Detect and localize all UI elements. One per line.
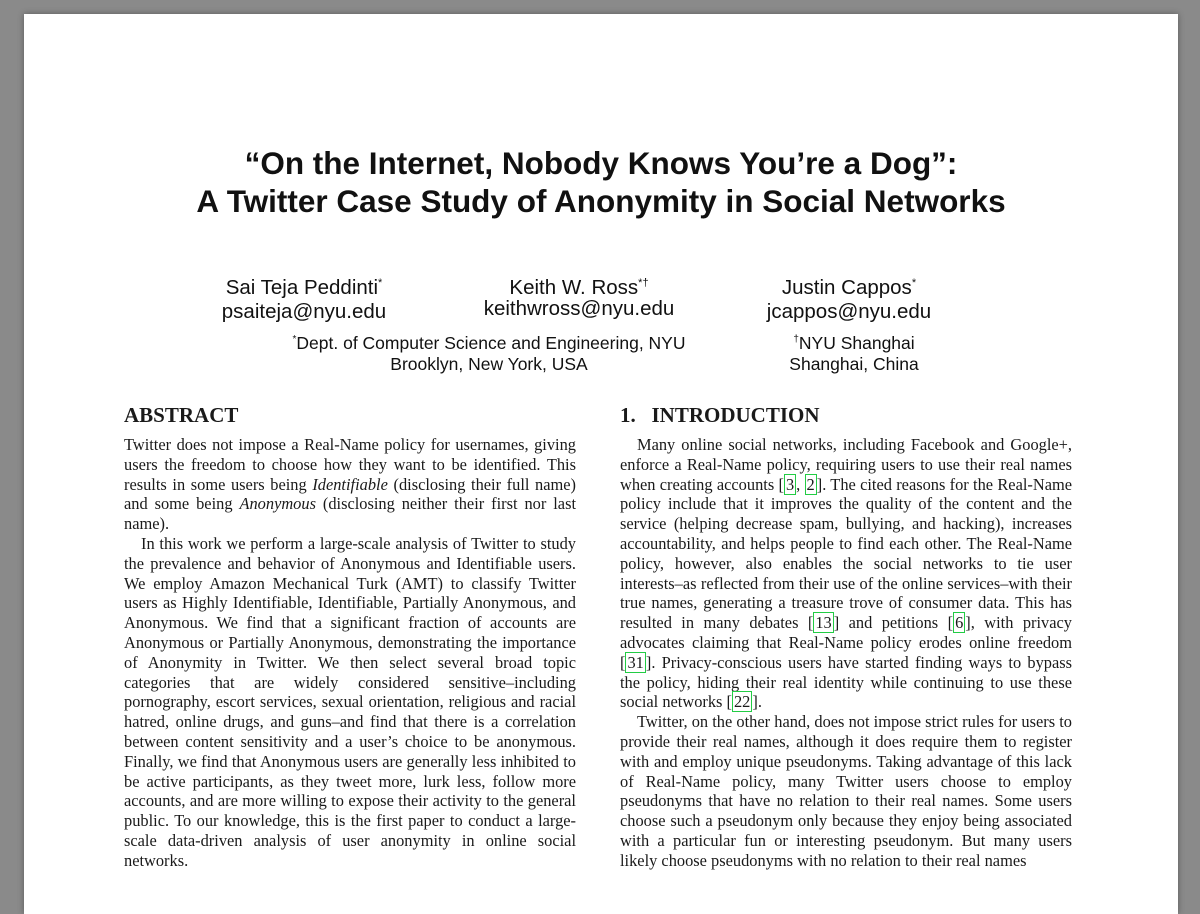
introduction-column — [620, 402, 1072, 871]
citation-link[interactable]: 6 — [955, 613, 964, 633]
author-block — [744, 271, 954, 324]
author-block — [199, 271, 409, 324]
citation-link[interactable]: 3 — [785, 474, 795, 494]
emphasis-identifiable: Identifiable — [312, 474, 388, 494]
affiliation-line: Brooklyn, New York, USA — [390, 354, 588, 374]
title-line-2: A Twitter Case Study of Anonymity in Social Networks — [196, 183, 1006, 219]
introduction-heading: 1. INTRODUCTION — [620, 403, 820, 427]
citation-link[interactable]: 22 — [733, 692, 751, 712]
abstract-column — [124, 402, 576, 871]
author-mark: *† — [638, 277, 649, 289]
author-email: jcappos@nyu.edu — [766, 300, 932, 323]
affiliation-mark: † — [793, 334, 799, 345]
citation-link[interactable]: 31 — [627, 652, 644, 672]
author-name: Keith W. Ross — [509, 276, 639, 299]
author-mark: * — [378, 277, 383, 289]
abstract-heading: ABSTRACT — [124, 403, 239, 427]
introduction-paragraph: Many online social networks, including Facebook and Google+, enforce a Real-Name policy, requiring users to use their real names when creating accounts [ 3 , 2 ]. The cited reasons for the Real-Name policy include that it improves the quality of the content and the service (helping decrease spam, bullying, and hacking), increases accountability, and helps people to find each other. The Real-Name policy, however, also enables the social networks to tie user interests–as reflected from their use of the online services–with their true names, generating a treasure trove of consumer data. This has resulted in many debates [ 13 ] and petitions [ 6 ], with privacy advocates claiming that Real-Name policy erodes online freedom [ 31 ]. Privacy-conscious users have started finding ways to bypass the policy, hiding their real identity while continuing to use these social networks [ 22 ]. — [620, 435, 1072, 712]
affiliation-line: Dept. of Computer Science and Engineering, NYU — [296, 333, 686, 353]
citation-link[interactable]: 2 — [806, 474, 815, 494]
title-line-1: “On the Internet, Nobody Knows You’re a Dog”: — [244, 145, 958, 181]
citation-link[interactable]: 13 — [815, 613, 832, 633]
author-name: Sai Teja Peddinti — [225, 276, 379, 299]
author-email: psaiteja@nyu.edu — [221, 300, 387, 323]
affiliation-mark: * — [292, 334, 297, 345]
affiliation-block — [764, 329, 944, 375]
abstract-paragraph: In this work we perform a large-scale analysis of Twitter to study the prevalence and behavior of Anonymous and Identifiable users. We employ Amazon Mechanical Turk (AMT) to classify Twitter users as Highly Identifiable, Identifiable, Partially Anonymous, and Anonymous. We find that a significant fraction of accounts are Anonymous or Partially Anonymous, demonstrating the importance of Anonymity in Twitter. We then select several broad topic categories that are widely considered sensitive–including pornography, escort services, sexual orientation, religious and racial hatred, online drugs, and guns–and find that there is a correlation between content sensitivity and a user’s choice to be anonymous. Finally, we find that Anonymous users are generally less inhibited to be active participants, as they tweet more, lurk less, follow more accounts, and are more willing to expose their activity to the general public. To our knowledge, this is the first paper to conduct a large-scale data-driven analysis of user anonymity in online social networks. — [124, 533, 576, 870]
affiliation-block — [264, 329, 714, 375]
abstract-paragraph: Twitter does not impose a Real-Name policy for usernames, giving users the freedom to choose how they want to be identified. This results in some users being Identifiable (disclosing their full name) and some being Anonymous (disclosing neither their first nor last name). — [124, 435, 577, 534]
author-email: keithwross@nyu.edu — [483, 297, 675, 320]
affiliation-line: Shanghai, China — [789, 354, 919, 374]
author-block — [459, 271, 699, 321]
affiliation-line: NYU Shanghai — [798, 333, 915, 353]
paper-page — [24, 14, 1178, 914]
author-mark: * — [911, 277, 917, 289]
introduction-paragraph: Twitter, on the other hand, does not impose strict rules for users to provide their real names, although it does require them to register with and employ unique pseudonyms. Taking advantage of this lack of Real-Name policy, many Twitter users choose to employ pseudonyms that have no relation to their real names. Some users choose such a pseudonym only because they enjoy being associated with a particular fun or interesting pseudonym. But many users likely choose pseudonyms with no relation to their real names — [620, 712, 1072, 870]
emphasis-anonymous: Anonymous — [239, 494, 316, 514]
author-name: Justin Cappos — [781, 276, 912, 299]
paper-title — [24, 144, 1178, 220]
